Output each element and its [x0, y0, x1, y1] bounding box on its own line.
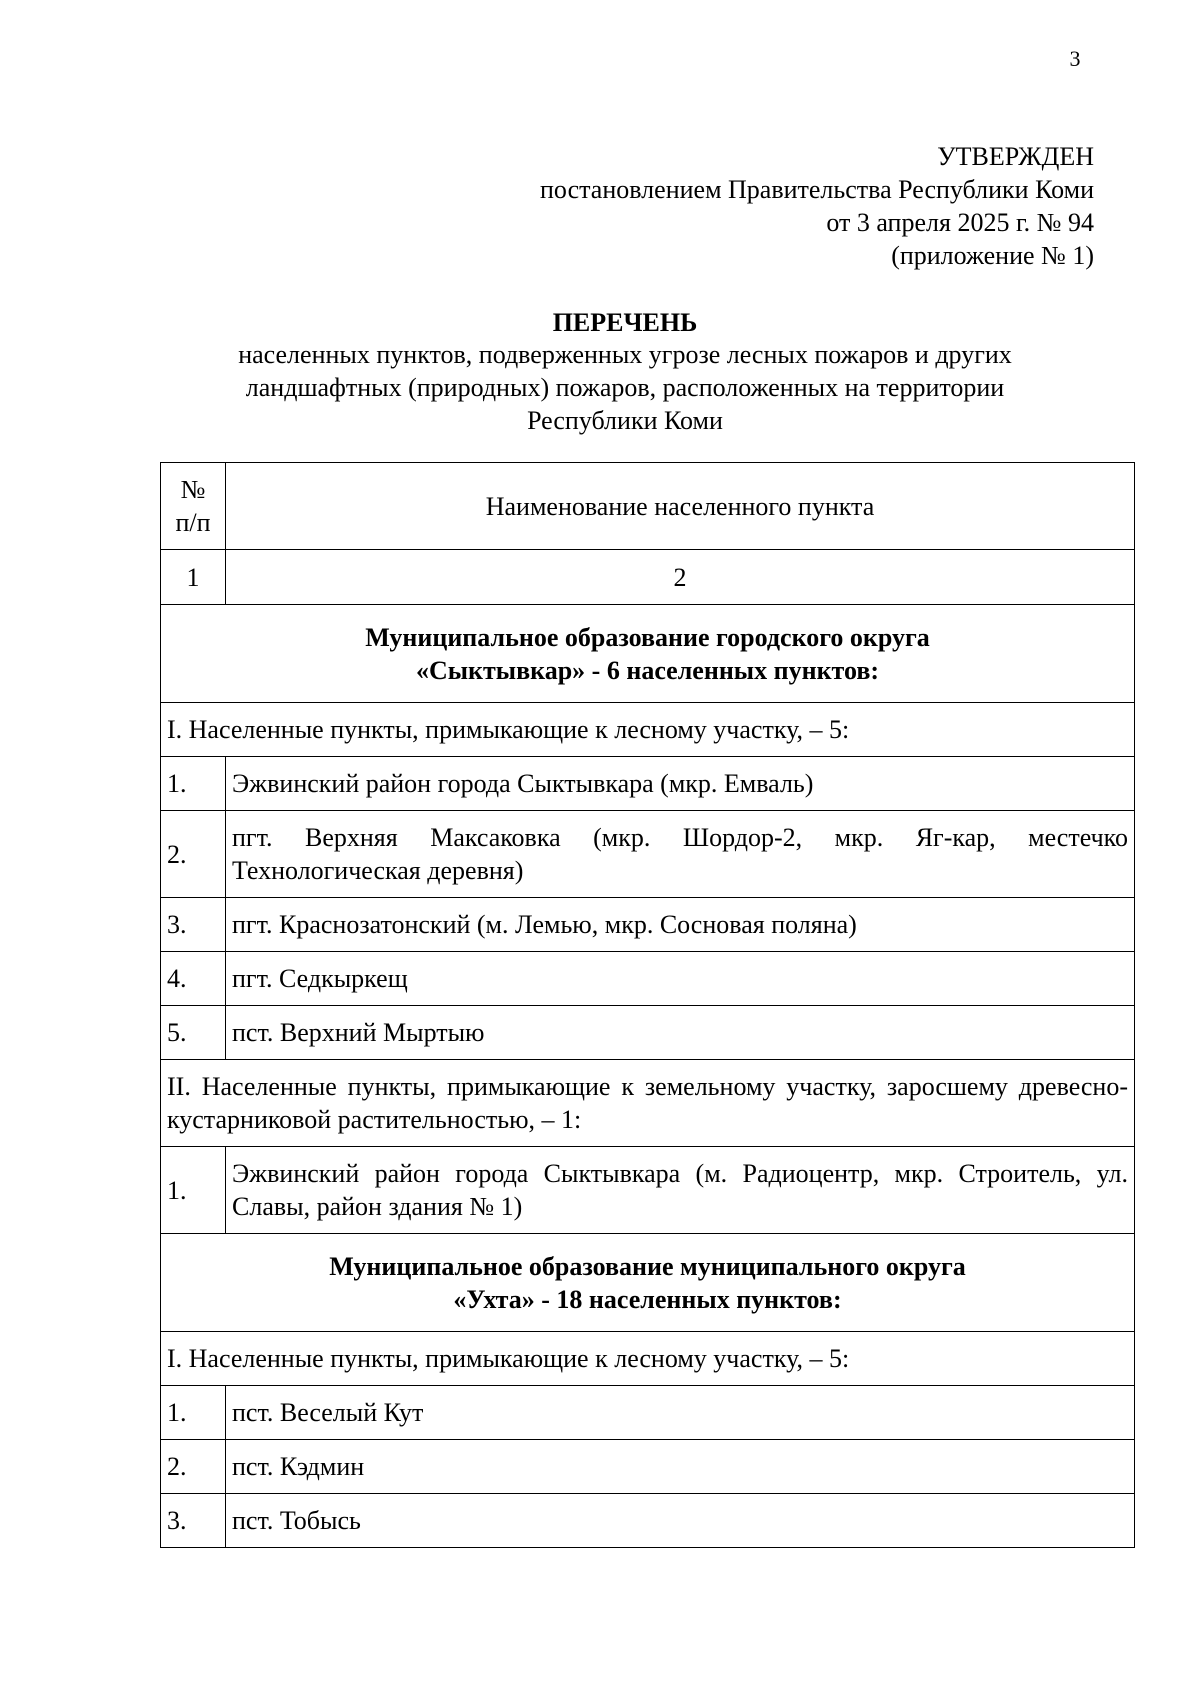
- group-heading: I. Населенные пункты, примыкающие к лесному участку, – 5:: [161, 1332, 1135, 1386]
- table-row: [161, 1440, 1135, 1494]
- header-number-line-2: п/п: [175, 508, 211, 537]
- row-settlement-name: Эжвинский район города Сыктывкара (мкр. Емваль): [226, 757, 1135, 811]
- subtitle-line-3: Республики Коми: [527, 406, 723, 435]
- column-index-1: 1: [161, 550, 226, 605]
- document-title: ПЕРЕЧЕНЬ: [552, 308, 698, 337]
- section-row: [161, 605, 1135, 703]
- table-row: [161, 811, 1135, 898]
- section-line-2: «Сыктывкар» - 6 населенных пунктов:: [415, 655, 880, 685]
- page-number: 3: [1069, 46, 1081, 71]
- row-number: 1.: [161, 757, 226, 811]
- row-number: 2.: [161, 1440, 226, 1494]
- row-number: 3.: [161, 1494, 226, 1548]
- approval-stamp: [540, 140, 1094, 272]
- row-number: 5.: [161, 1006, 226, 1060]
- row-settlement-name: пст. Веселый Кут: [226, 1386, 1135, 1440]
- column-index-2: 2: [226, 550, 1135, 605]
- approval-line-2: постановлением Правительства Республики Коми: [540, 175, 1094, 204]
- row-number: 2.: [161, 811, 226, 898]
- group-row: [161, 703, 1135, 757]
- row-settlement-name: пст. Тобысь: [226, 1494, 1135, 1548]
- approval-line-4: (приложение № 1): [891, 241, 1094, 270]
- row-number: 4.: [161, 952, 226, 1006]
- row-settlement-name: пст. Кэдмин: [226, 1440, 1135, 1494]
- row-settlement-name: пгт. Верхняя Максаковка (мкр. Шордор-2, мкр. Яг-кар, местечко Технологическая деревня): [226, 811, 1135, 898]
- row-number: 3.: [161, 898, 226, 952]
- table-header-row: [161, 463, 1135, 550]
- group-heading: I. Населенные пункты, примыкающие к лесному участку, – 5:: [161, 703, 1135, 757]
- row-number: 1.: [161, 1386, 226, 1440]
- row-settlement-name: пгт. Седкыркещ: [226, 952, 1135, 1006]
- document-subtitle: [0, 338, 1200, 437]
- row-number: 1.: [161, 1147, 226, 1234]
- table-row: [161, 1147, 1135, 1234]
- table-row: [161, 1386, 1135, 1440]
- subtitle-line-2: ландшафтных (природных) пожаров, расположенных на территории: [245, 373, 1005, 402]
- column-index-row: [161, 550, 1135, 605]
- row-settlement-name: пст. Верхний Мыртыю: [226, 1006, 1135, 1060]
- header-name-cell: Наименование населенного пункта: [226, 463, 1135, 550]
- section-line-1: Муниципальное образование городского округа: [365, 622, 930, 652]
- approval-line-3: от 3 апреля 2025 г. № 94: [826, 208, 1094, 237]
- group-row: [161, 1060, 1135, 1147]
- row-settlement-name: пгт. Краснозатонский (м. Лемью, мкр. Сосновая поляна): [226, 898, 1135, 952]
- header-number-line-1: №: [180, 475, 206, 504]
- section-line-2: «Ухта» - 18 населенных пунктов:: [453, 1284, 842, 1314]
- header-number-cell: [161, 463, 226, 550]
- settlements-table: [160, 462, 1135, 1548]
- section-heading: [161, 1234, 1135, 1332]
- table-row: [161, 1494, 1135, 1548]
- table-row: [161, 898, 1135, 952]
- section-heading: [161, 605, 1135, 703]
- section-row: [161, 1234, 1135, 1332]
- approval-line-1: УТВЕРЖДЕН: [937, 142, 1094, 171]
- table-row: [161, 952, 1135, 1006]
- table-row: [161, 757, 1135, 811]
- group-row: [161, 1332, 1135, 1386]
- table-row: [161, 1006, 1135, 1060]
- group-heading: II. Населенные пункты, примыкающие к земельному участку, заросшему древесно-кустарниковой растительностью, – 1:: [161, 1060, 1135, 1147]
- row-settlement-name: Эжвинский район города Сыктывкара (м. Радиоцентр, мкр. Строитель, ул. Славы, район здания № 1): [226, 1147, 1135, 1234]
- subtitle-line-1: населенных пунктов, подверженных угрозе лесных пожаров и других: [238, 340, 1012, 369]
- section-line-1: Муниципальное образование муниципального округа: [329, 1251, 966, 1281]
